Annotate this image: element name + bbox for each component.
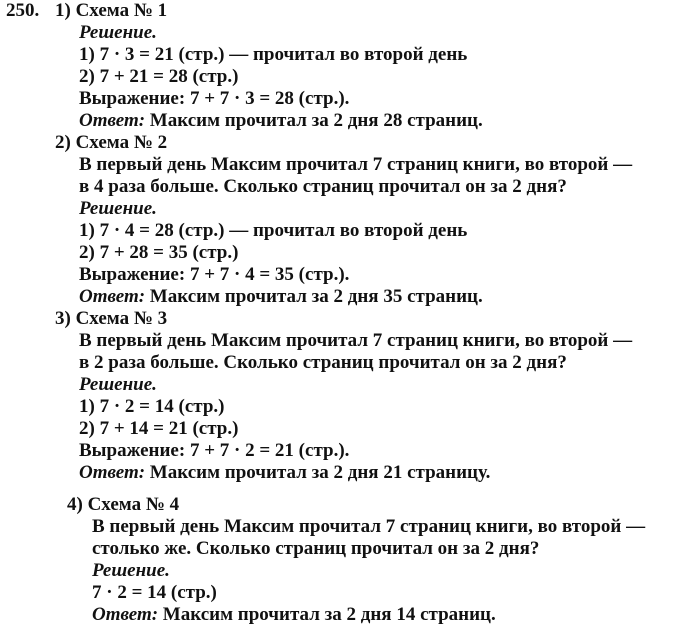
part3-answer-label: Ответ:: [79, 462, 146, 483]
part2-step2: 2) 7 + 28 = 35 (стр.): [79, 242, 239, 263]
part2-step1: 1) 7 · 4 = 28 (стр.) — прочитал во второй день: [79, 220, 468, 241]
part3-step2: 2) 7 + 14 = 21 (стр.): [79, 418, 239, 439]
part3-text2: в 2 раза больше. Сколько страниц прочитал он за 2 дня?: [79, 352, 567, 373]
part2-text2: в 4 раза больше. Сколько страниц прочитал он за 2 дня?: [79, 176, 567, 197]
part2-text1: В первый день Максим прочитал 7 страниц книги, во второй —: [79, 154, 633, 175]
part3-text1: В первый день Максим прочитал 7 страниц книги, во второй —: [79, 330, 633, 351]
part3-answer-text: Максим прочитал за 2 дня 21 страницу.: [145, 462, 491, 483]
part3-label: 3) Схема № 3: [55, 308, 168, 329]
part1-step1: 1) 7 · 3 = 21 (стр.) — прочитал во второй день: [79, 44, 468, 65]
part2-answer-text: Максим прочитал за 2 дня 35 страниц.: [145, 286, 483, 307]
part1-label: 1) Схема № 1: [55, 0, 168, 21]
part1-answer: [79, 110, 483, 132]
problem-number: 250.: [6, 0, 40, 21]
part1-expression: Выражение: 7 + 7 · 3 = 28 (стр.).: [79, 88, 350, 109]
part4-solution-label: Решение.: [92, 560, 170, 581]
part3-answer: [79, 462, 490, 484]
part1-answer-text: Максим прочитал за 2 дня 28 страниц.: [145, 110, 483, 131]
part4-step1: 7 · 2 = 14 (стр.): [92, 582, 217, 603]
part3-step1: 1) 7 · 2 = 14 (стр.): [79, 396, 225, 417]
part2-answer: [79, 286, 483, 308]
part2-answer-label: Ответ:: [79, 286, 146, 307]
part4-text1: В первый день Максим прочитал 7 страниц книги, во второй —: [92, 516, 646, 537]
part2-expression: Выражение: 7 + 7 · 4 = 35 (стр.).: [79, 264, 350, 285]
part4-label: 4) Схема № 4: [67, 494, 180, 515]
part1-step2: 2) 7 + 21 = 28 (стр.): [79, 66, 239, 87]
part2-label: 2) Схема № 2: [55, 132, 168, 153]
part3-solution-label: Решение.: [79, 374, 157, 395]
part2-solution-label: Решение.: [79, 198, 157, 219]
part4-answer-text: Максим прочитал за 2 дня 14 страниц.: [158, 604, 496, 625]
part4-text2: столько же. Сколько страниц прочитал он за 2 дня?: [92, 538, 540, 559]
part3-expression: Выражение: 7 + 7 · 2 = 21 (стр.).: [79, 440, 350, 461]
part1-answer-label: Ответ:: [79, 110, 146, 131]
part4-answer: [92, 604, 496, 626]
part4-answer-label: Ответ:: [92, 604, 159, 625]
part1-solution-label: Решение.: [79, 22, 157, 43]
